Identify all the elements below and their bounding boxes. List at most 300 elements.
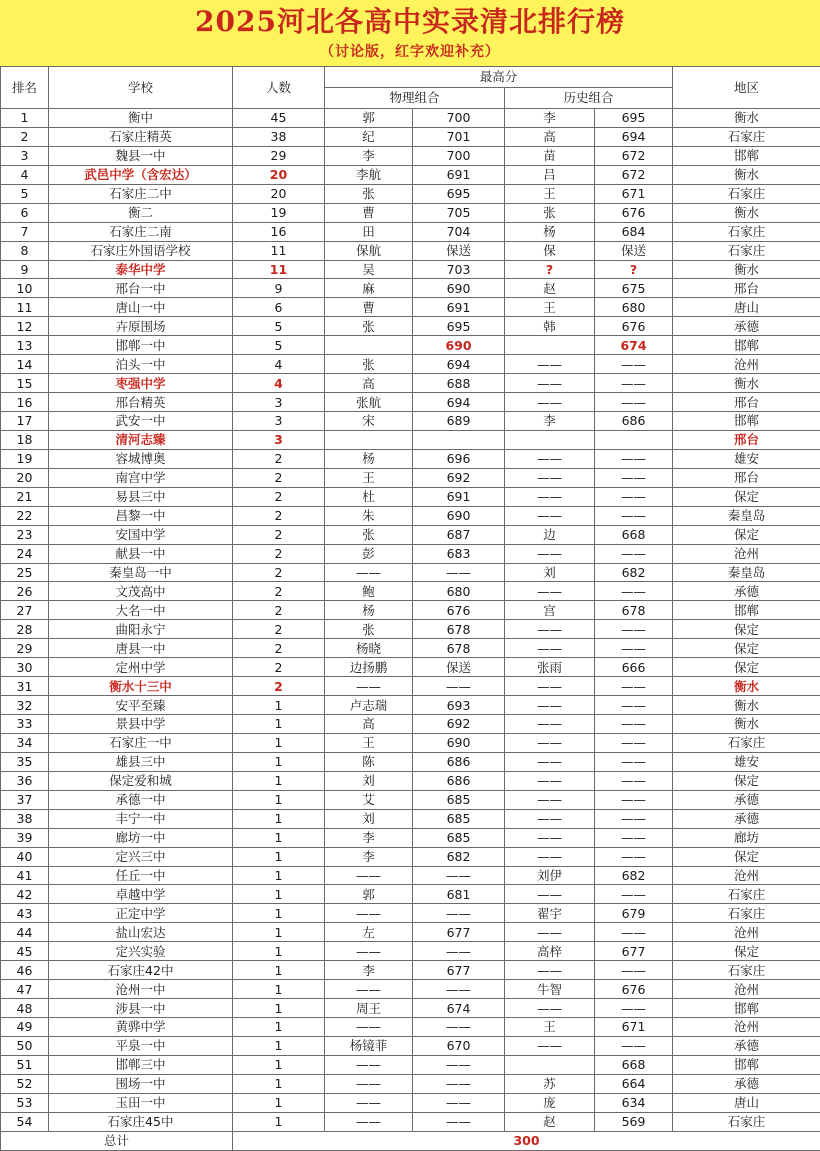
rank-cell: 44 bbox=[1, 923, 49, 942]
school-cell: 邢台一中 bbox=[49, 279, 233, 298]
physics-name-cell: —— bbox=[325, 980, 413, 999]
history-name-cell: 李 bbox=[505, 412, 595, 431]
table-row bbox=[1, 658, 820, 677]
school-cell: 武安一中 bbox=[49, 412, 233, 431]
region-cell: 石家庄 bbox=[673, 127, 820, 146]
school-cell: 唐县一中 bbox=[49, 639, 233, 658]
rank-cell: 3 bbox=[1, 146, 49, 165]
school-cell: 昌黎一中 bbox=[49, 506, 233, 525]
region-cell: 保定 bbox=[673, 658, 820, 677]
school-cell: 石家庄二南 bbox=[49, 222, 233, 241]
physics-score-cell: 695 bbox=[413, 184, 505, 203]
history-name-cell: 苏 bbox=[505, 1074, 595, 1093]
region-cell: 承德 bbox=[673, 1074, 820, 1093]
table-row bbox=[1, 847, 820, 866]
table-row bbox=[1, 317, 820, 336]
physics-score-cell: —— bbox=[413, 866, 505, 885]
history-name-cell: —— bbox=[505, 828, 595, 847]
count-cell: 1 bbox=[233, 961, 325, 980]
count-cell: 2 bbox=[233, 582, 325, 601]
school-cell: 泰华中学 bbox=[49, 260, 233, 279]
region-cell: 石家庄 bbox=[673, 961, 820, 980]
physics-name-cell bbox=[325, 430, 413, 449]
physics-score-cell: 689 bbox=[413, 412, 505, 431]
history-name-cell: —— bbox=[505, 961, 595, 980]
history-score-cell: 678 bbox=[595, 601, 673, 620]
physics-score-cell: 677 bbox=[413, 961, 505, 980]
region-cell: 邯郸 bbox=[673, 601, 820, 620]
history-name-cell: 王 bbox=[505, 298, 595, 317]
count-cell: 1 bbox=[233, 1018, 325, 1037]
count-cell: 45 bbox=[233, 109, 325, 128]
physics-name-cell: 麻 bbox=[325, 279, 413, 298]
history-name-cell: 苗 bbox=[505, 146, 595, 165]
physics-score-cell: 685 bbox=[413, 809, 505, 828]
table-row bbox=[1, 601, 820, 620]
rank-cell: 27 bbox=[1, 601, 49, 620]
count-cell: 2 bbox=[233, 677, 325, 696]
history-score-cell: 676 bbox=[595, 317, 673, 336]
physics-score-cell: 694 bbox=[413, 355, 505, 374]
school-cell: 邯郸一中 bbox=[49, 336, 233, 355]
table-row bbox=[1, 904, 820, 923]
history-score-cell: 677 bbox=[595, 942, 673, 961]
history-name-cell: 保 bbox=[505, 241, 595, 260]
rank-cell: 20 bbox=[1, 468, 49, 487]
school-cell: 献县一中 bbox=[49, 544, 233, 563]
history-name-cell bbox=[505, 430, 595, 449]
count-cell: 5 bbox=[233, 336, 325, 355]
history-name-cell: —— bbox=[505, 582, 595, 601]
physics-name-cell: 彭 bbox=[325, 544, 413, 563]
count-cell: 3 bbox=[233, 430, 325, 449]
table-row bbox=[1, 1018, 820, 1037]
col-header-history: 历史组合 bbox=[505, 88, 673, 109]
history-score-cell: 666 bbox=[595, 658, 673, 677]
region-cell: 沧州 bbox=[673, 923, 820, 942]
history-name-cell: 赵 bbox=[505, 279, 595, 298]
history-name-cell: —— bbox=[505, 790, 595, 809]
history-score-cell: 695 bbox=[595, 109, 673, 128]
physics-name-cell: 纪 bbox=[325, 127, 413, 146]
count-cell: 16 bbox=[233, 222, 325, 241]
rank-cell: 39 bbox=[1, 828, 49, 847]
history-name-cell: —— bbox=[505, 468, 595, 487]
physics-score-cell: 686 bbox=[413, 752, 505, 771]
table-row bbox=[1, 146, 820, 165]
physics-score-cell: 681 bbox=[413, 885, 505, 904]
physics-name-cell: 陈 bbox=[325, 752, 413, 771]
physics-name-cell: 王 bbox=[325, 468, 413, 487]
history-name-cell: 赵 bbox=[505, 1112, 595, 1131]
table-row bbox=[1, 639, 820, 658]
count-cell: 1 bbox=[233, 847, 325, 866]
region-cell: 石家庄 bbox=[673, 1112, 820, 1131]
physics-score-cell: 696 bbox=[413, 449, 505, 468]
physics-score-cell: —— bbox=[413, 980, 505, 999]
count-cell: 2 bbox=[233, 506, 325, 525]
physics-score-cell: —— bbox=[413, 1055, 505, 1074]
rank-cell: 36 bbox=[1, 771, 49, 790]
physics-score-cell: 676 bbox=[413, 601, 505, 620]
rank-cell: 22 bbox=[1, 506, 49, 525]
school-cell: 曲阳永宁 bbox=[49, 620, 233, 639]
school-cell: 平泉一中 bbox=[49, 1036, 233, 1055]
physics-score-cell: 687 bbox=[413, 525, 505, 544]
table-row bbox=[1, 715, 820, 734]
physics-name-cell: 曹 bbox=[325, 203, 413, 222]
history-name-cell: —— bbox=[505, 752, 595, 771]
rank-cell: 12 bbox=[1, 317, 49, 336]
physics-name-cell: 朱 bbox=[325, 506, 413, 525]
physics-name-cell: 吴 bbox=[325, 260, 413, 279]
physics-name-cell: 卢志瑞 bbox=[325, 696, 413, 715]
region-cell: 石家庄 bbox=[673, 885, 820, 904]
history-name-cell: 边 bbox=[505, 525, 595, 544]
physics-name-cell: 张 bbox=[325, 620, 413, 639]
physics-name-cell: 郭 bbox=[325, 885, 413, 904]
school-cell: 枣强中学 bbox=[49, 374, 233, 393]
count-cell: 1 bbox=[233, 866, 325, 885]
physics-score-cell: —— bbox=[413, 563, 505, 582]
region-cell: 邢台 bbox=[673, 468, 820, 487]
count-cell: 1 bbox=[233, 696, 325, 715]
physics-score-cell: 695 bbox=[413, 317, 505, 336]
school-cell: 魏县一中 bbox=[49, 146, 233, 165]
table-row bbox=[1, 449, 820, 468]
rank-cell: 5 bbox=[1, 184, 49, 203]
table-row bbox=[1, 260, 820, 279]
count-cell: 1 bbox=[233, 1055, 325, 1074]
table-row bbox=[1, 752, 820, 771]
physics-name-cell: 杜 bbox=[325, 487, 413, 506]
region-cell: 衡水 bbox=[673, 677, 820, 696]
table-row bbox=[1, 336, 820, 355]
history-name-cell: —— bbox=[505, 847, 595, 866]
rank-cell: 25 bbox=[1, 563, 49, 582]
history-score-cell: —— bbox=[595, 374, 673, 393]
table-row bbox=[1, 506, 820, 525]
count-cell: 2 bbox=[233, 658, 325, 677]
physics-name-cell: 张航 bbox=[325, 393, 413, 412]
history-name-cell: —— bbox=[505, 393, 595, 412]
table-row bbox=[1, 942, 820, 961]
history-score-cell: 675 bbox=[595, 279, 673, 298]
physics-name-cell: —— bbox=[325, 1018, 413, 1037]
history-name-cell bbox=[505, 1055, 595, 1074]
page-title: 2025河北各高中实录清北排行榜 bbox=[0, 3, 820, 41]
history-score-cell: —— bbox=[595, 544, 673, 563]
rank-cell: 19 bbox=[1, 449, 49, 468]
rank-cell: 28 bbox=[1, 620, 49, 639]
history-score-cell: 684 bbox=[595, 222, 673, 241]
count-cell: 1 bbox=[233, 733, 325, 752]
region-cell: 保定 bbox=[673, 942, 820, 961]
rank-cell: 16 bbox=[1, 393, 49, 412]
region-cell: 沧州 bbox=[673, 866, 820, 885]
history-score-cell: —— bbox=[595, 506, 673, 525]
school-cell: 泊头一中 bbox=[49, 355, 233, 374]
physics-score-cell: 691 bbox=[413, 298, 505, 317]
rank-cell: 30 bbox=[1, 658, 49, 677]
header-row-top bbox=[1, 67, 820, 88]
history-score-cell: —— bbox=[595, 999, 673, 1018]
count-cell: 38 bbox=[233, 127, 325, 146]
count-cell: 1 bbox=[233, 1074, 325, 1093]
physics-name-cell: 张 bbox=[325, 355, 413, 374]
region-cell: 石家庄 bbox=[673, 184, 820, 203]
physics-name-cell: 张 bbox=[325, 525, 413, 544]
rank-cell: 1 bbox=[1, 109, 49, 128]
region-cell: 邯郸 bbox=[673, 999, 820, 1018]
physics-score-cell: 686 bbox=[413, 771, 505, 790]
region-cell: 衡水 bbox=[673, 715, 820, 734]
school-cell: 石家庄精英 bbox=[49, 127, 233, 146]
physics-name-cell: 周王 bbox=[325, 999, 413, 1018]
school-cell: 衡水十三中 bbox=[49, 677, 233, 696]
history-name-cell: 刘 bbox=[505, 563, 595, 582]
table-row bbox=[1, 184, 820, 203]
rank-cell: 34 bbox=[1, 733, 49, 752]
school-cell: 定兴三中 bbox=[49, 847, 233, 866]
history-score-cell: —— bbox=[595, 809, 673, 828]
table-row bbox=[1, 1074, 820, 1093]
region-cell: 衡水 bbox=[673, 260, 820, 279]
history-score-cell: 676 bbox=[595, 203, 673, 222]
count-cell: 4 bbox=[233, 374, 325, 393]
school-cell: 石家庄二中 bbox=[49, 184, 233, 203]
count-cell: 1 bbox=[233, 752, 325, 771]
physics-name-cell: 李 bbox=[325, 961, 413, 980]
table-row bbox=[1, 127, 820, 146]
count-cell: 11 bbox=[233, 241, 325, 260]
total-value: 300 bbox=[233, 1131, 820, 1150]
physics-score-cell: —— bbox=[413, 1112, 505, 1131]
school-cell: 承德一中 bbox=[49, 790, 233, 809]
table-row bbox=[1, 809, 820, 828]
table-row bbox=[1, 241, 820, 260]
school-cell: 保定爱和城 bbox=[49, 771, 233, 790]
physics-score-cell: 677 bbox=[413, 923, 505, 942]
history-score-cell: 634 bbox=[595, 1093, 673, 1112]
rank-cell: 41 bbox=[1, 866, 49, 885]
physics-name-cell: 杨 bbox=[325, 601, 413, 620]
history-name-cell: —— bbox=[505, 620, 595, 639]
school-cell: 任丘一中 bbox=[49, 866, 233, 885]
count-cell: 1 bbox=[233, 809, 325, 828]
history-name-cell: 庞 bbox=[505, 1093, 595, 1112]
history-name-cell: 王 bbox=[505, 1018, 595, 1037]
rank-cell: 49 bbox=[1, 1018, 49, 1037]
region-cell: 邯郸 bbox=[673, 146, 820, 165]
region-cell: 石家庄 bbox=[673, 241, 820, 260]
history-name-cell: 杨 bbox=[505, 222, 595, 241]
history-score-cell: 671 bbox=[595, 184, 673, 203]
table-row bbox=[1, 1093, 820, 1112]
table-row bbox=[1, 374, 820, 393]
col-header-school: 学校 bbox=[49, 67, 233, 109]
history-name-cell: —— bbox=[505, 923, 595, 942]
region-cell: 石家庄 bbox=[673, 904, 820, 923]
table-row bbox=[1, 165, 820, 184]
table-row bbox=[1, 412, 820, 431]
table-row bbox=[1, 828, 820, 847]
physics-score-cell: 690 bbox=[413, 733, 505, 752]
rank-cell: 23 bbox=[1, 525, 49, 544]
history-score-cell: 671 bbox=[595, 1018, 673, 1037]
rank-cell: 10 bbox=[1, 279, 49, 298]
history-score-cell: —— bbox=[595, 790, 673, 809]
physics-name-cell: 李 bbox=[325, 146, 413, 165]
school-cell: 玉田一中 bbox=[49, 1093, 233, 1112]
physics-score-cell: 685 bbox=[413, 828, 505, 847]
rank-cell: 15 bbox=[1, 374, 49, 393]
table-row bbox=[1, 1112, 820, 1131]
physics-name-cell: 李 bbox=[325, 847, 413, 866]
table-row bbox=[1, 1036, 820, 1055]
rank-cell: 4 bbox=[1, 165, 49, 184]
school-cell: 容城博奥 bbox=[49, 449, 233, 468]
region-cell: 邢台 bbox=[673, 279, 820, 298]
table-row bbox=[1, 544, 820, 563]
history-score-cell: —— bbox=[595, 771, 673, 790]
region-cell: 保定 bbox=[673, 525, 820, 544]
table-row bbox=[1, 203, 820, 222]
region-cell: 邢台 bbox=[673, 430, 820, 449]
rank-cell: 48 bbox=[1, 999, 49, 1018]
region-cell: 衡水 bbox=[673, 374, 820, 393]
count-cell: 1 bbox=[233, 828, 325, 847]
school-cell: 大名一中 bbox=[49, 601, 233, 620]
history-name-cell: —— bbox=[505, 487, 595, 506]
school-cell: 丰宁一中 bbox=[49, 809, 233, 828]
count-cell: 3 bbox=[233, 412, 325, 431]
history-name-cell: 宫 bbox=[505, 601, 595, 620]
rank-cell: 46 bbox=[1, 961, 49, 980]
history-name-cell: —— bbox=[505, 733, 595, 752]
physics-score-cell: 704 bbox=[413, 222, 505, 241]
history-score-cell: —— bbox=[595, 639, 673, 658]
count-cell: 1 bbox=[233, 942, 325, 961]
rank-cell: 35 bbox=[1, 752, 49, 771]
history-name-cell: —— bbox=[505, 1036, 595, 1055]
history-name-cell: —— bbox=[505, 715, 595, 734]
history-name-cell: —— bbox=[505, 449, 595, 468]
region-cell: 沧州 bbox=[673, 355, 820, 374]
physics-name-cell: 李 bbox=[325, 828, 413, 847]
count-cell: 19 bbox=[233, 203, 325, 222]
region-cell: 保定 bbox=[673, 847, 820, 866]
rank-cell: 32 bbox=[1, 696, 49, 715]
history-score-cell: 672 bbox=[595, 165, 673, 184]
physics-name-cell: —— bbox=[325, 904, 413, 923]
physics-score-cell: 703 bbox=[413, 260, 505, 279]
history-score-cell: —— bbox=[595, 715, 673, 734]
region-cell: 衡水 bbox=[673, 109, 820, 128]
region-cell: 承德 bbox=[673, 582, 820, 601]
rank-cell: 11 bbox=[1, 298, 49, 317]
physics-name-cell: 刘 bbox=[325, 771, 413, 790]
physics-score-cell: 保送 bbox=[413, 241, 505, 260]
count-cell: 1 bbox=[233, 904, 325, 923]
physics-score-cell: 690 bbox=[413, 336, 505, 355]
rank-cell: 13 bbox=[1, 336, 49, 355]
history-score-cell: —— bbox=[595, 620, 673, 639]
history-score-cell: —— bbox=[595, 961, 673, 980]
region-cell: 承德 bbox=[673, 809, 820, 828]
table-row bbox=[1, 487, 820, 506]
history-score-cell: 680 bbox=[595, 298, 673, 317]
school-cell: 文茂高中 bbox=[49, 582, 233, 601]
history-name-cell bbox=[505, 336, 595, 355]
table-row bbox=[1, 109, 820, 128]
school-cell: 石家庄外国语学校 bbox=[49, 241, 233, 260]
table-row bbox=[1, 525, 820, 544]
region-cell: 唐山 bbox=[673, 298, 820, 317]
physics-score-cell: 692 bbox=[413, 468, 505, 487]
physics-name-cell: 鲍 bbox=[325, 582, 413, 601]
physics-score-cell: 680 bbox=[413, 582, 505, 601]
physics-score-cell: 701 bbox=[413, 127, 505, 146]
history-name-cell: 吕 bbox=[505, 165, 595, 184]
region-cell: 沧州 bbox=[673, 980, 820, 999]
physics-score-cell: 700 bbox=[413, 146, 505, 165]
region-cell: 承德 bbox=[673, 1036, 820, 1055]
region-cell: 邯郸 bbox=[673, 1055, 820, 1074]
rank-cell: 21 bbox=[1, 487, 49, 506]
history-score-cell: 664 bbox=[595, 1074, 673, 1093]
physics-score-cell: 683 bbox=[413, 544, 505, 563]
count-cell: 11 bbox=[233, 260, 325, 279]
history-score-cell: —— bbox=[595, 677, 673, 696]
table-row bbox=[1, 790, 820, 809]
school-cell: 衡二 bbox=[49, 203, 233, 222]
history-score-cell: 668 bbox=[595, 525, 673, 544]
school-cell: 盐山宏达 bbox=[49, 923, 233, 942]
history-score-cell: —— bbox=[595, 733, 673, 752]
history-name-cell: ? bbox=[505, 260, 595, 279]
rank-cell: 53 bbox=[1, 1093, 49, 1112]
count-cell: 1 bbox=[233, 790, 325, 809]
school-cell: 定州中学 bbox=[49, 658, 233, 677]
count-cell: 1 bbox=[233, 923, 325, 942]
physics-name-cell: —— bbox=[325, 866, 413, 885]
school-cell: 涉县一中 bbox=[49, 999, 233, 1018]
school-cell: 石家庄一中 bbox=[49, 733, 233, 752]
school-cell: 武邑中学（含宏达） bbox=[49, 165, 233, 184]
history-score-cell bbox=[595, 430, 673, 449]
physics-score-cell: —— bbox=[413, 1093, 505, 1112]
physics-score-cell: —— bbox=[413, 904, 505, 923]
count-cell: 2 bbox=[233, 468, 325, 487]
history-score-cell: 676 bbox=[595, 980, 673, 999]
rank-cell: 54 bbox=[1, 1112, 49, 1131]
school-cell: 清河志臻 bbox=[49, 430, 233, 449]
history-score-cell: 679 bbox=[595, 904, 673, 923]
history-name-cell: 翟宇 bbox=[505, 904, 595, 923]
history-score-cell: —— bbox=[595, 487, 673, 506]
physics-name-cell: 郭 bbox=[325, 109, 413, 128]
physics-name-cell: —— bbox=[325, 942, 413, 961]
rank-cell: 45 bbox=[1, 942, 49, 961]
history-score-cell: —— bbox=[595, 752, 673, 771]
table-row bbox=[1, 222, 820, 241]
school-cell: 易县三中 bbox=[49, 487, 233, 506]
region-cell: 石家庄 bbox=[673, 222, 820, 241]
history-name-cell: —— bbox=[505, 999, 595, 1018]
physics-name-cell: 杨镜菲 bbox=[325, 1036, 413, 1055]
history-name-cell: —— bbox=[505, 885, 595, 904]
